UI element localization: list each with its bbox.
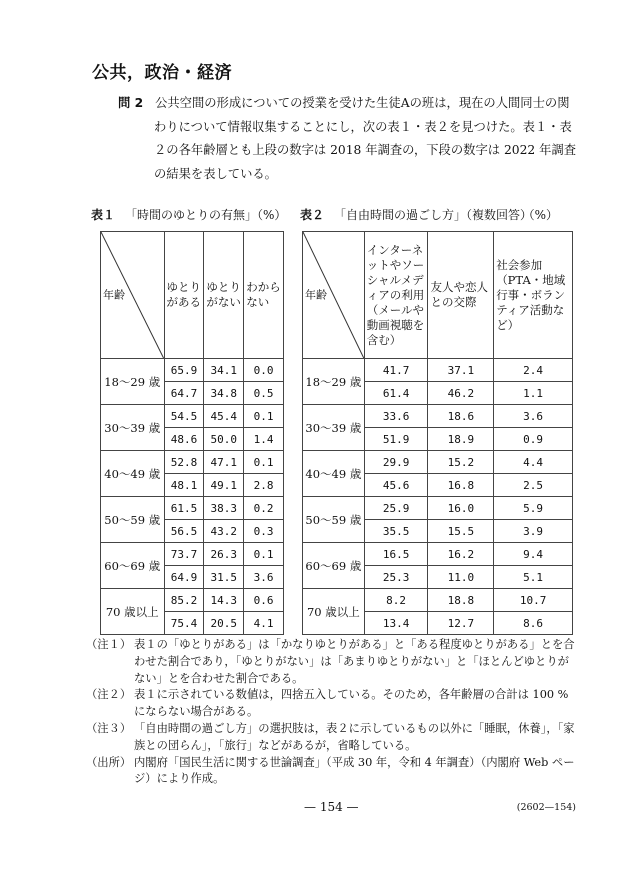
value-cell-2022: 11.0 (428, 566, 494, 589)
value-cell-2018: 0.0 (244, 359, 284, 382)
value-cell-2018: 2.4 (494, 359, 573, 382)
question-number: 問 2 (118, 96, 144, 110)
value-cell-2022: 20.5 (204, 612, 244, 635)
value-cell-2018: 16.2 (428, 543, 494, 566)
value-cell-2022: 49.1 (204, 474, 244, 497)
value-cell-2022: 15.5 (428, 520, 494, 543)
note-text: 内閣府「国民生活に関する世論調査」（平成 30 年，令和 4 年調査）（内閣府 Web ページ）により作成。 (134, 755, 575, 786)
value-cell-2022: 56.5 (164, 520, 204, 543)
value-cell-2022: 18.9 (428, 428, 494, 451)
table2-title: 「自由時間の過ごし方」（複数回答） (334, 208, 533, 222)
value-cell-2022: 31.5 (204, 566, 244, 589)
table-row (101, 405, 284, 428)
section-title: 公共，政治・経済 (92, 63, 232, 83)
value-cell-2018: 5.9 (494, 497, 573, 520)
value-cell-2022: 50.0 (204, 428, 244, 451)
value-cell-2022: 16.8 (428, 474, 494, 497)
value-cell-2022: 4.1 (244, 612, 284, 635)
value-cell-2018: 45.4 (204, 405, 244, 428)
table2-col-header: 友人や恋人との交際 (428, 232, 494, 359)
table1-caption (91, 206, 286, 223)
note-1 (86, 637, 580, 687)
value-cell-2018: 0.1 (244, 543, 284, 566)
value-cell-2022: 35.5 (364, 520, 428, 543)
value-cell-2018: 25.9 (364, 497, 428, 520)
value-cell-2022: 51.9 (364, 428, 428, 451)
value-cell-2018: 29.9 (364, 451, 428, 474)
value-cell-2018: 10.7 (494, 589, 573, 612)
value-cell-2018: 38.3 (204, 497, 244, 520)
value-cell-2018: 33.6 (364, 405, 428, 428)
value-cell-2022: 64.7 (164, 382, 204, 405)
notes (86, 637, 580, 788)
table-row (303, 359, 573, 382)
value-cell-2022: 25.3 (364, 566, 428, 589)
value-cell-2018: 0.6 (244, 589, 284, 612)
age-group-cell: 70 歳以上 (101, 589, 165, 635)
table2-corner-cell (303, 232, 365, 359)
question-2 (118, 92, 580, 186)
value-cell-2018: 52.8 (164, 451, 204, 474)
value-cell-2022: 45.6 (364, 474, 428, 497)
table-row (303, 405, 573, 428)
value-cell-2022: 5.1 (494, 566, 573, 589)
age-group-cell: 30〜39 歳 (303, 405, 365, 451)
value-cell-2022: 1.1 (494, 382, 573, 405)
table2-col-header: 社会参加（PTA・地域行事・ボランティア活動など） (494, 232, 573, 359)
age-group-cell: 70 歳以上 (303, 589, 365, 635)
value-cell-2022: 61.4 (364, 382, 428, 405)
value-cell-2022: 34.8 (204, 382, 244, 405)
value-cell-2022: 3.6 (244, 566, 284, 589)
value-cell-2022: 13.4 (364, 612, 428, 635)
value-cell-2018: 47.1 (204, 451, 244, 474)
table1-col-header: わからない (244, 232, 284, 359)
value-cell-2018: 4.4 (494, 451, 573, 474)
value-cell-2022: 43.2 (204, 520, 244, 543)
age-group-cell: 40〜49 歳 (303, 451, 365, 497)
value-cell-2018: 54.5 (164, 405, 204, 428)
value-cell-2022: 2.8 (244, 474, 284, 497)
value-cell-2022: 8.6 (494, 612, 573, 635)
age-group-cell: 60〜69 歳 (101, 543, 165, 589)
table1-label: 表１ (91, 208, 116, 222)
table1-col-header: ゆとりがある (164, 232, 204, 359)
value-cell-2018: 3.6 (494, 405, 573, 428)
value-cell-2018: 16.0 (428, 497, 494, 520)
value-cell-2018: 18.6 (428, 405, 494, 428)
table1-col-header: ゆとりがない (204, 232, 244, 359)
document-code: (2602—154) (516, 802, 576, 813)
value-cell-2022: 1.4 (244, 428, 284, 451)
value-cell-2018: 0.2 (244, 497, 284, 520)
value-cell-2022: 48.1 (164, 474, 204, 497)
value-cell-2018: 0.1 (244, 405, 284, 428)
note-text: 表１の「ゆとりがある」は「かなりゆとりがある」と「ある程度ゆとりがある」とを合わせた割合であり，「ゆとりがない」は「あまりゆとりがない」と「ほとんどゆとりがない」とを合わせた割合である。 (134, 638, 575, 685)
table-row (101, 359, 284, 382)
value-cell-2018: 9.4 (494, 543, 573, 566)
age-label: 年齢 (305, 288, 327, 302)
value-cell-2018: 18.8 (428, 589, 494, 612)
value-cell-2022: 3.9 (494, 520, 573, 543)
table-row (303, 543, 573, 566)
value-cell-2022: 64.9 (164, 566, 204, 589)
table-row (303, 589, 573, 612)
table-row (101, 543, 284, 566)
note-tag: （注３） (86, 721, 132, 735)
note-tag: （注２） (86, 688, 132, 702)
table1-time-leeway (100, 231, 284, 635)
value-cell-2022: 46.2 (428, 382, 494, 405)
table-row (101, 497, 284, 520)
note-tag: （出所） (86, 755, 132, 769)
table1-corner-cell (101, 232, 165, 359)
value-cell-2022: 0.3 (244, 520, 284, 543)
age-group-cell: 50〜59 歳 (101, 497, 165, 543)
table-row (101, 589, 284, 612)
value-cell-2018: 0.1 (244, 451, 284, 474)
note-2 (86, 687, 580, 721)
value-cell-2018: 73.7 (164, 543, 204, 566)
value-cell-2018: 41.7 (364, 359, 428, 382)
age-group-cell: 30〜39 歳 (101, 405, 165, 451)
table-row (303, 451, 573, 474)
value-cell-2018: 85.2 (164, 589, 204, 612)
value-cell-2018: 34.1 (204, 359, 244, 382)
value-cell-2022: 0.9 (494, 428, 573, 451)
table2-caption (300, 206, 558, 223)
table-row (303, 497, 573, 520)
value-cell-2018: 61.5 (164, 497, 204, 520)
note-text: 「自由時間の過ごし方」の選択肢は，表２に示しているもの以外に「睡眠，休養」，「家族との団らん」，「旅行」などがあるが，省略している。 (134, 721, 575, 752)
age-group-cell: 60〜69 歳 (303, 543, 365, 589)
value-cell-2022: 12.7 (428, 612, 494, 635)
table2-free-time-use (302, 231, 573, 635)
age-group-cell: 18〜29 歳 (101, 359, 165, 405)
note-3 (86, 721, 580, 755)
value-cell-2018: 8.2 (364, 589, 428, 612)
note-tag: （注１） (86, 638, 132, 651)
value-cell-2022: 75.4 (164, 612, 204, 635)
age-group-cell: 50〜59 歳 (303, 497, 365, 543)
page-number: — 154 — (304, 800, 359, 814)
value-cell-2018: 14.3 (204, 589, 244, 612)
table2-col-header: インターネットやソーシャルメディアの利用（メールや動画視聴を含む） (364, 232, 428, 359)
value-cell-2022: 48.6 (164, 428, 204, 451)
value-cell-2018: 15.2 (428, 451, 494, 474)
table1-title: 「時間のゆとりの有無」（%） (125, 208, 287, 222)
value-cell-2018: 65.9 (164, 359, 204, 382)
table2-unit: （%） (522, 208, 558, 222)
note-text: 表１に示されている数値は，四捨五入している。そのため，各年齢層の合計は 100 % にならない場合がある。 (134, 688, 569, 719)
table2-label: 表２ (300, 208, 325, 222)
age-group-cell: 40〜49 歳 (101, 451, 165, 497)
value-cell-2022: 2.5 (494, 474, 573, 497)
age-label: 年齢 (103, 288, 125, 302)
value-cell-2018: 26.3 (204, 543, 244, 566)
table-row (101, 451, 284, 474)
age-group-cell: 18〜29 歳 (303, 359, 365, 405)
value-cell-2022: 0.5 (244, 382, 284, 405)
question-text: 公共空間の形成についての授業を受けた生徒Aの班は，現在の人間同士の関わりについて情報収集することにし，次の表１・表２を見つけた。表１・表２の各年齢層とも上段の数字は 2018 年調査の，下段の数字は 2022 年調査の結果を表している。 (154, 96, 577, 181)
value-cell-2018: 37.1 (428, 359, 494, 382)
source-note (86, 755, 580, 789)
value-cell-2018: 16.5 (364, 543, 428, 566)
